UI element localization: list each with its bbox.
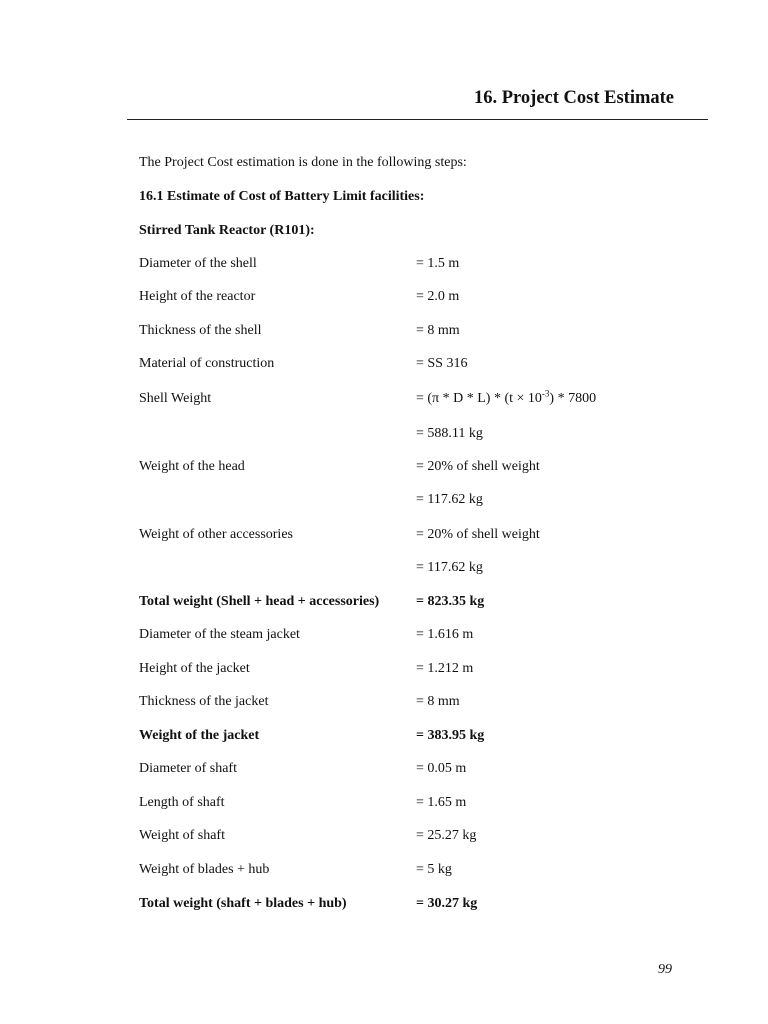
row-shaft-diameter (0, 760, 768, 778)
row-value: = 117.62 kg (416, 560, 483, 575)
row-value: = 823.35 kg (416, 594, 485, 609)
row-value: = 1.212 m (416, 661, 474, 676)
row-jacket-thickness (0, 693, 768, 711)
intro-text: The Project Cost estimation is done in the following steps: (139, 155, 467, 170)
row-value: = 588.11 kg (416, 426, 483, 441)
row-label: Weight of shaft (139, 828, 225, 843)
formula-part: = (π * D * L) * (t × 10 (416, 391, 542, 406)
formula-part: ) * 7800 (549, 391, 597, 406)
row-label: Weight of the head (139, 459, 245, 474)
row-value: = 0.05 m (416, 761, 467, 776)
row-shaft-length (0, 794, 768, 812)
section-title: 16.1 Estimate of Cost of Battery Limit facilities: (139, 189, 425, 204)
row-value: = 20% of shell weight (416, 459, 540, 474)
row-reactor-height (0, 288, 768, 306)
row-label: Height of the reactor (139, 289, 256, 304)
row-label: Total weight (shaft + blades + hub) (139, 896, 347, 911)
row-label: Weight of the jacket (139, 728, 260, 743)
row-head-weight-result (0, 491, 768, 509)
row-label: Weight of other accessories (139, 527, 293, 542)
row-value: = 383.95 kg (416, 728, 485, 743)
row-value: = 20% of shell weight (416, 527, 540, 542)
row-shaft-weight (0, 827, 768, 845)
row-value: = 117.62 kg (416, 492, 483, 507)
row-label: Shell Weight (139, 391, 212, 406)
row-label: Diameter of the steam jacket (139, 627, 300, 642)
row-value: = 30.27 kg (416, 896, 478, 911)
row-label: Thickness of the shell (139, 323, 262, 338)
page-number: 99 (658, 962, 672, 977)
row-label: Material of construction (139, 356, 275, 371)
row-material (0, 355, 768, 373)
row-value: = 1.616 m (416, 627, 474, 642)
row-label: Diameter of shaft (139, 761, 237, 776)
row-shell-weight-formula (0, 390, 768, 408)
row-head-weight (0, 458, 768, 476)
row-jacket-weight (0, 727, 768, 745)
row-shell-weight-result (0, 425, 768, 443)
row-value: = 1.65 m (416, 795, 467, 810)
row-label: Total weight (Shell + head + accessories) (139, 594, 380, 609)
row-label: Weight of blades + hub (139, 862, 270, 877)
row-label: Height of the jacket (139, 661, 250, 676)
row-value: = SS 316 (416, 356, 468, 371)
row-accessories-weight-result (0, 559, 768, 577)
row-total-weight-agitator (0, 895, 768, 913)
row-jacket-diameter (0, 626, 768, 644)
row-value: = 25.27 kg (416, 828, 477, 843)
row-label: Diameter of the shell (139, 256, 257, 271)
row-label: Thickness of the jacket (139, 694, 269, 709)
formula-exponent: -3 (541, 388, 550, 399)
row-shell-thickness (0, 322, 768, 340)
row-value: = 5 kg (416, 862, 452, 877)
row-value-formula (416, 390, 596, 408)
row-accessories-weight (0, 526, 768, 544)
row-value: = 8 mm (416, 694, 460, 709)
row-shell-diameter (0, 255, 768, 273)
page-title: 16. Project Cost Estimate (473, 88, 674, 108)
row-total-weight-vessel (0, 593, 768, 611)
row-blades-hub-weight (0, 861, 768, 879)
row-jacket-height (0, 660, 768, 678)
row-value: = 1.5 m (416, 256, 460, 271)
title-divider (127, 119, 708, 120)
row-value: = 2.0 m (416, 289, 460, 304)
row-label: Length of shaft (139, 795, 225, 810)
subsection-title: Stirred Tank Reactor (R101): (139, 223, 315, 238)
row-value: = 8 mm (416, 323, 460, 338)
